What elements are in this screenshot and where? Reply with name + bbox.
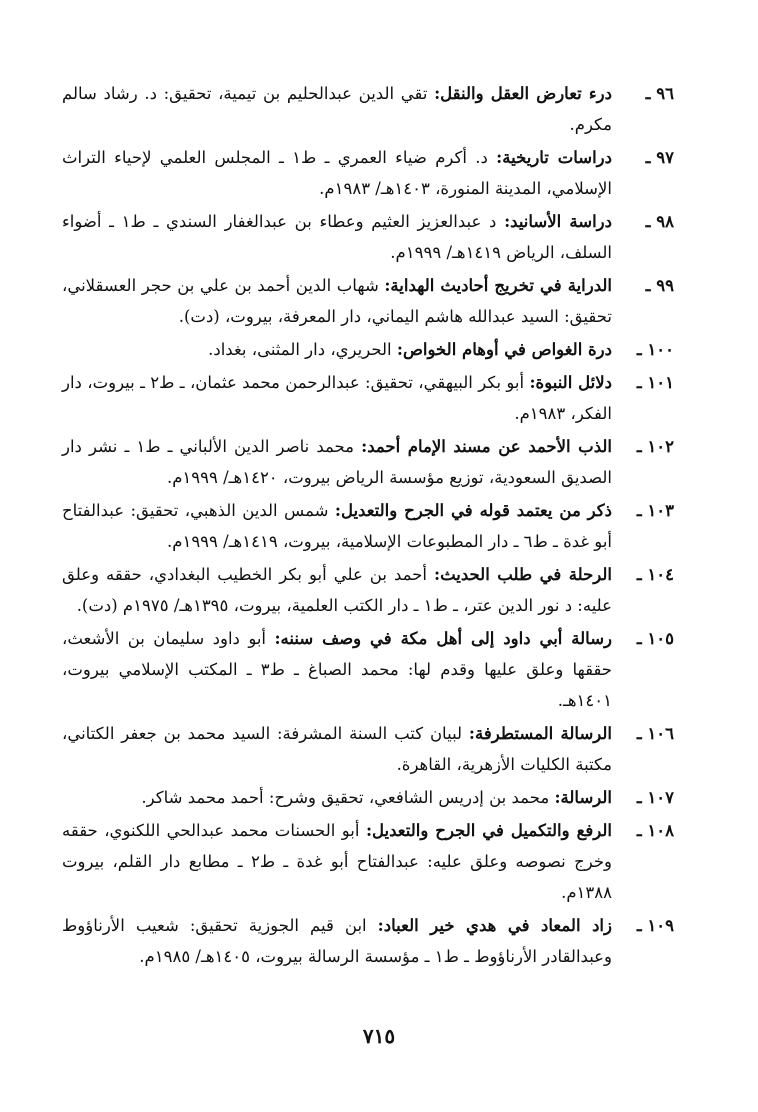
entry-number: ٩٦ ـ bbox=[645, 84, 674, 103]
entry-number: ١٠٠ ـ bbox=[636, 340, 674, 359]
entry-number: ١٠٨ ـ bbox=[636, 821, 674, 840]
entry-number: ٩٩ ـ bbox=[645, 276, 674, 295]
entry-title: الرحلة في طلب الحديث: bbox=[433, 565, 612, 584]
entry-details: تقي الدين عبدالحليم بن تيمية، تحقيق: د. رشاد سالم مكرم. bbox=[62, 84, 612, 134]
page-number: ٧١٥ bbox=[362, 1024, 396, 1048]
entry-title: درة الغواص في أوهام الخواص: bbox=[396, 340, 612, 359]
entry-title: دراسات تاريخية: bbox=[496, 148, 612, 167]
bibliography-entry bbox=[62, 559, 674, 621]
entry-details: لبيان كتب السنة المشرفة: السيد محمد بن جعفر الكتاني، مكتبة الكليات الأزهرية، القاهرة. bbox=[62, 724, 612, 774]
bibliography-entry bbox=[62, 623, 674, 716]
entry-number: ١٠٥ ـ bbox=[636, 629, 674, 648]
entry-details: د عبدالعزيز العثيم وعطاء بن عبدالغفار السندي ـ ط١ ـ أضواء السلف، الرياض ١٤١٩هـ/ ١٩٩٩م. bbox=[62, 212, 612, 262]
entry-number: ٩٨ ـ bbox=[645, 212, 674, 231]
entry-title: الذب الأحمد عن مسند الإمام أحمد: bbox=[361, 437, 612, 456]
entry-title: درء تعارض العقل والنقل: bbox=[434, 84, 612, 103]
bibliography-entry bbox=[62, 495, 674, 557]
entry-title: الرسالة المستطرفة: bbox=[468, 724, 612, 743]
entry-title: ذكر من يعتمد قوله في الجرح والتعديل: bbox=[334, 501, 612, 520]
entry-number: ١٠٧ ـ bbox=[636, 788, 674, 807]
bibliography-entry bbox=[62, 206, 674, 268]
bibliography-entry bbox=[62, 782, 674, 813]
entry-title: الرسالة: bbox=[554, 788, 612, 807]
entry-details: أبو الحسنات محمد عبدالحي اللكنوي، حققه وخرج نصوصه وعلق عليه: عبدالفتاح أبو غدة ـ ط٢ ـ مطابع دار القلم، بيروت ١٣٨٨م. bbox=[62, 821, 612, 902]
entry-details: محمد بن إدريس الشافعي، تحقيق وشرح: أحمد محمد شاكر. bbox=[141, 788, 555, 807]
entry-details: محمد ناصر الدين الألباني ـ ط١ ـ نشر دار الصديق السعودية، توزيع مؤسسة الرياض بيروت، ١٤٢٠هـ/ ١٩٩٩م. bbox=[62, 437, 612, 487]
bibliography-entry bbox=[62, 270, 674, 332]
entry-title: الرفع والتكميل في الجرح والتعديل: bbox=[365, 821, 612, 840]
bibliography-entry bbox=[62, 910, 674, 972]
entry-details: الحريري، دار المثنى، بغداد. bbox=[208, 340, 397, 359]
bibliography-entry bbox=[62, 431, 674, 493]
bibliography-list bbox=[62, 78, 674, 974]
bibliography-entry bbox=[62, 367, 674, 429]
entry-title: دلائل النبوة: bbox=[529, 373, 612, 392]
entry-title: دراسة الأسانيد: bbox=[504, 212, 612, 231]
entry-title: الدراية في تخريج أحاديث الهداية: bbox=[384, 276, 612, 295]
entry-number: ١٠٦ ـ bbox=[636, 724, 674, 743]
entry-number: ٩٧ ـ bbox=[645, 148, 674, 167]
entry-details: أحمد بن علي أبو بكر الخطيب البغدادي، حققه وعلق عليه: د نور الدين عتر، ـ ط١ ـ دار الكتب العلمية، بيروت، ١٣٩٥هـ/ ١٩٧٥م (دت). bbox=[62, 565, 612, 615]
entry-details: شمس الدين الذهبي، تحقيق: عبدالفتاح أبو غدة ـ ط٦ ـ دار المطبوعات الإسلامية، بيروت، ١٤١٩هـ/ ١٩٩٩م. bbox=[62, 501, 612, 551]
entry-title: رسالة أبي داود إلى أهل مكة في وصف سننه: bbox=[274, 629, 612, 648]
entry-details: ابن قيم الجوزية تحقيق: شعيب الأرناؤوط وعبدالقادر الأرناؤوط ـ ط١ ـ مؤسسة الرسالة بيروت، ١٤٠٥هـ/ ١٩٨٥م. bbox=[62, 916, 612, 966]
bibliography-entry bbox=[62, 718, 674, 780]
entry-details: د. أكرم ضياء العمري ـ ط١ ـ المجلس العلمي لإحياء التراث الإسلامي، المدينة المنورة، ١٤٠٣هـ/ ١٩٨٣م. bbox=[62, 148, 612, 198]
entry-title: زاد المعاد في هدي خير العباد: bbox=[377, 916, 612, 935]
bibliography-entry bbox=[62, 815, 674, 908]
entry-details: أبو داود سليمان بن الأشعث، حققها وعلق عليها وقدم لها: محمد الصباغ ـ ط٣ ـ المكتب الإسلامي بيروت، ١٤٠١هـ. bbox=[62, 629, 612, 710]
bibliography-entry bbox=[62, 78, 674, 140]
entry-details: أبو بكر البيهقي، تحقيق: عبدالرحمن محمد عثمان، ـ ط٢ ـ بيروت، دار الفكر، ١٩٨٣م. bbox=[62, 373, 612, 423]
entry-number: ١٠٢ ـ bbox=[636, 437, 674, 456]
entry-number: ١٠٤ ـ bbox=[636, 565, 674, 584]
entry-number: ١٠١ ـ bbox=[636, 373, 674, 392]
bibliography-entry bbox=[62, 142, 674, 204]
bibliography-entry bbox=[62, 334, 674, 365]
entry-number: ١٠٩ ـ bbox=[636, 916, 674, 935]
entry-details: شهاب الدين أحمد بن علي بن حجر العسقلاني، تحقيق: السيد عبدالله هاشم اليماني، دار المعرفة، بيروت، (دت). bbox=[62, 276, 612, 326]
entry-number: ١٠٣ ـ bbox=[636, 501, 674, 520]
